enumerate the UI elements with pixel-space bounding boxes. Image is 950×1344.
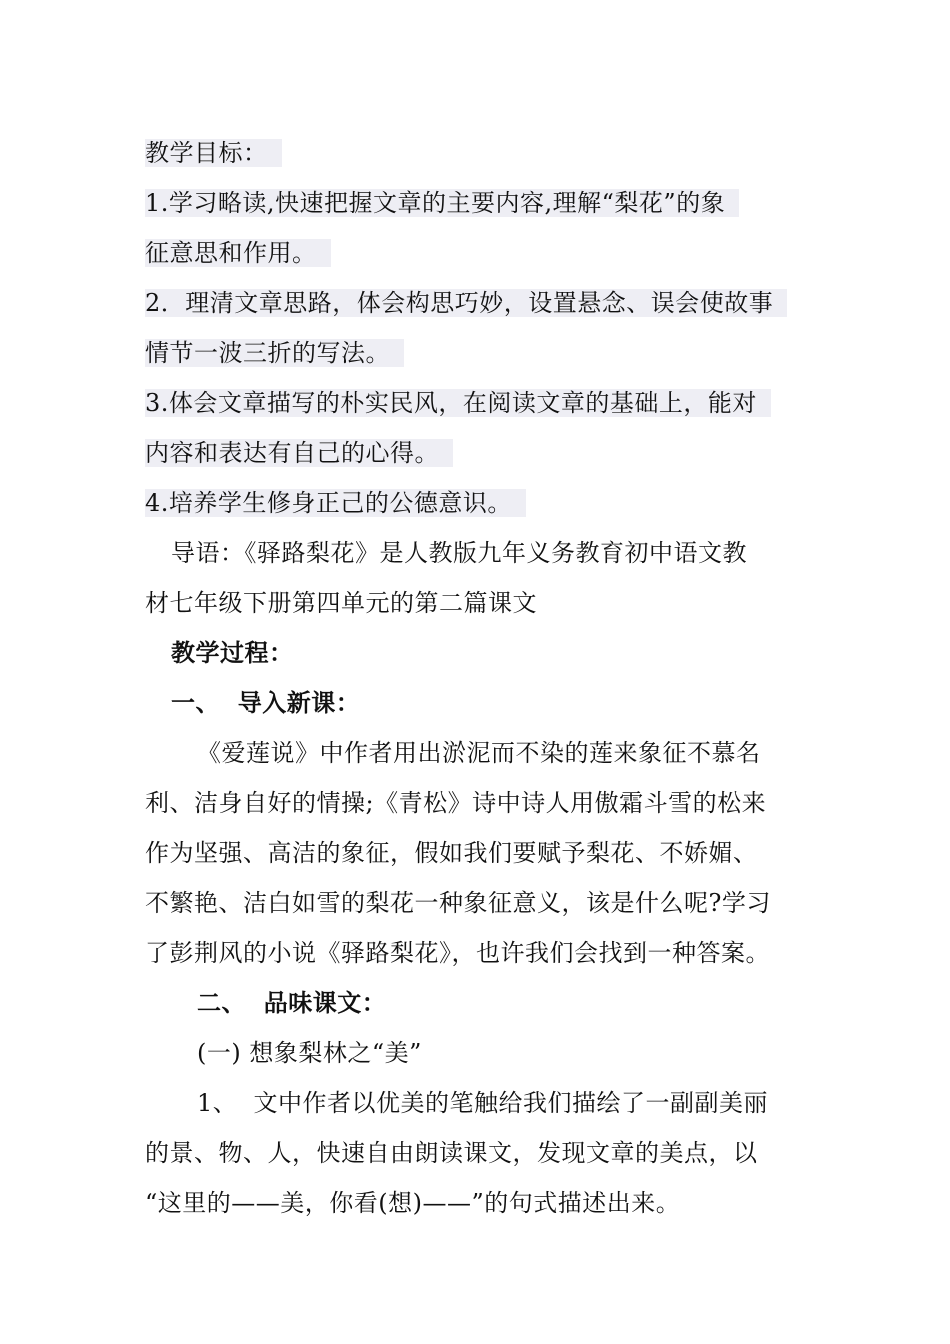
intro-line-2: 材七年级下册第四单元的第二篇课文 bbox=[145, 589, 537, 617]
question-1-line-2: 的景、物、人，快速自由朗读课文，发现文章的美点，以 bbox=[145, 1139, 758, 1167]
section-1-line-3: 作为坚强、高洁的象征，假如我们要赋予梨花、不娇媚、 bbox=[145, 839, 758, 867]
objective-2-line-2: 情节一波三折的写法。 bbox=[145, 336, 404, 370]
objectives-title: 教学目标： bbox=[145, 136, 282, 170]
section-2-heading: 二、 品味课文： bbox=[197, 988, 387, 1017]
subsection-1-heading: (一) 想象梨林之“美” bbox=[197, 1039, 422, 1067]
intro-line-1: 导语：《驿路梨花》是人教版九年义务教育初中语文教 bbox=[171, 539, 747, 567]
section-1-heading: 一、 导入新课： bbox=[171, 688, 361, 717]
process-title: 教学过程： bbox=[171, 638, 294, 667]
question-1-line-1: 1、 文中作者以优美的笔触给我们描绘了一副副美丽 bbox=[197, 1089, 769, 1117]
objective-1-line-2: 征意思和作用。 bbox=[145, 236, 331, 270]
objective-1-line-1: 1.学习略读,快速把握文章的主要内容,理解“梨花”的象 bbox=[145, 186, 739, 220]
question-1-line-3: “这里的——美，你看(想)——”的句式描述出来。 bbox=[145, 1189, 681, 1217]
section-1-line-5: 了彭荆风的小说《驿路梨花》，也许我们会找到一种答案。 bbox=[145, 939, 770, 967]
section-1-line-4: 不繁艳、洁白如雪的梨花一种象征意义，该是什么呢?学习 bbox=[145, 889, 771, 917]
objective-4: 4.培养学生修身正己的公德意识。 bbox=[145, 486, 526, 520]
objective-2-line-1: 2．理清文章思路，体会构思巧妙，设置悬念、误会使故事 bbox=[145, 286, 787, 320]
objective-3-line-2: 内容和表达有自己的心得。 bbox=[145, 436, 453, 470]
section-1-line-2: 利、洁身自好的情操;《青松》诗中诗人用傲霜斗雪的松来 bbox=[145, 789, 767, 817]
objective-3-line-1: 3.体会文章描写的朴实民风，在阅读文章的基础上，能对 bbox=[145, 386, 771, 420]
section-1-line-1: 《爱莲说》中作者用出淤泥而不染的莲来象征不慕名 bbox=[197, 739, 761, 767]
